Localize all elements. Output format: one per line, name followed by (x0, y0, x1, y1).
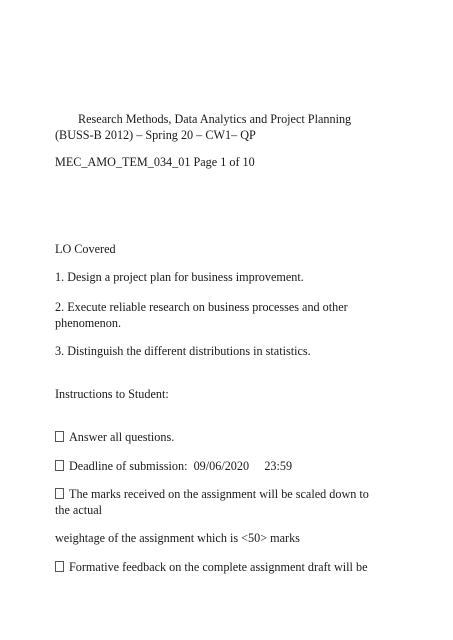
bullet-icon (55, 561, 64, 572)
lo-heading: LO Covered (55, 242, 116, 256)
lo-item-2: 2. Execute reliable research on business processes and other (55, 300, 348, 314)
instruction-text: Formative feedback on the complete assignment draft will be (69, 560, 368, 574)
course-title-line-1: Research Methods, Data Analytics and Project Planning (78, 112, 352, 126)
lo-item-2-continued: phenomenon. (55, 316, 122, 330)
instruction-text: Deadline of submission: 09/06/2020 23:59 (69, 459, 293, 473)
instruction-item-2 (55, 459, 292, 474)
instruction-item-1 (55, 430, 174, 445)
course-title-line-2: (BUSS-B 2012) – Spring 20 – CW1– QP (55, 128, 256, 142)
lo-item-1: 1. Design a project plan for business improvement. (55, 270, 304, 284)
instruction-text: Answer all questions. (69, 430, 175, 444)
document-reference: MEC_AMO_TEM_034_01 Page 1 of 10 (55, 155, 255, 169)
instruction-item-3 (55, 487, 369, 502)
bullet-icon (55, 460, 64, 471)
instruction-item-4 (55, 560, 368, 575)
instruction-item-3-weightage: weightage of the assignment which is <50> marks (55, 531, 300, 545)
bullet-icon (55, 488, 64, 499)
instruction-text: The marks received on the assignment will be scaled down to (69, 487, 369, 501)
instructions-heading: Instructions to Student: (55, 387, 169, 401)
lo-item-3: 3. Distinguish the different distributions in statistics. (55, 344, 311, 358)
bullet-icon (55, 431, 64, 442)
instruction-item-3-continued: the actual (55, 503, 103, 517)
